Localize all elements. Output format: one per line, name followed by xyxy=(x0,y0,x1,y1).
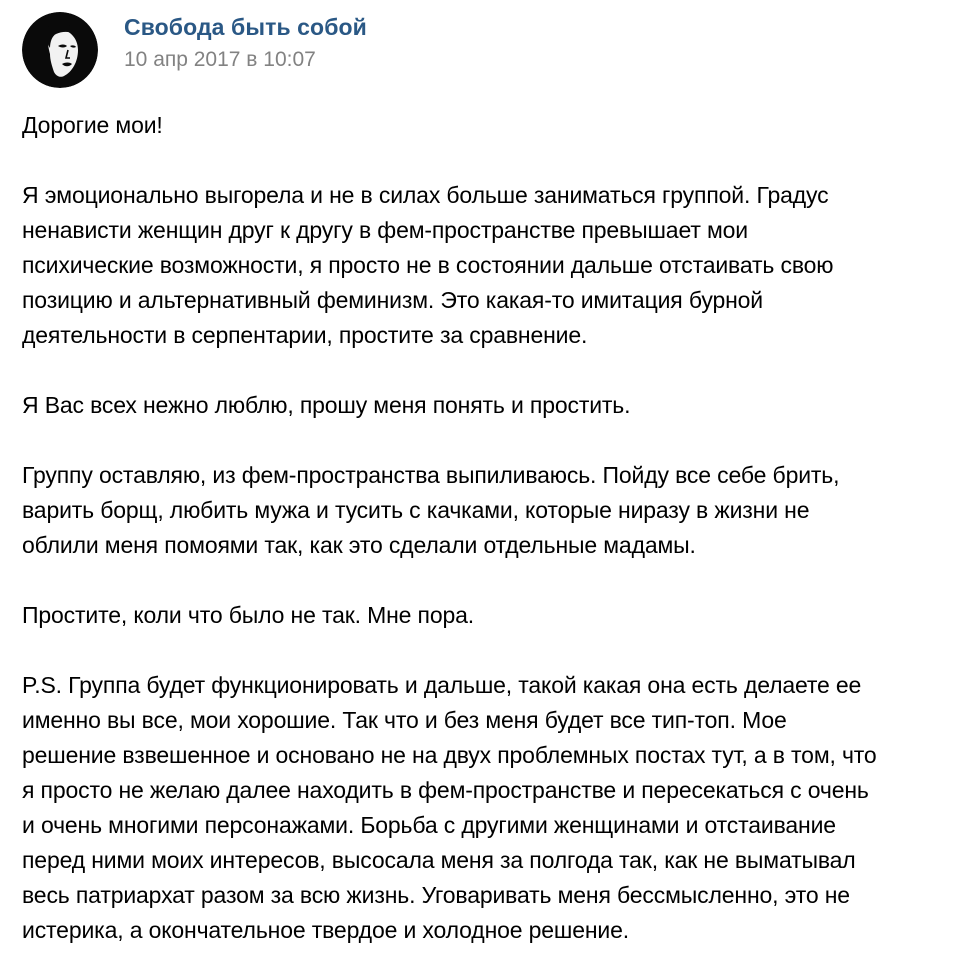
post-date-link[interactable]: 10 апр 2017 в 10:07 xyxy=(124,48,316,71)
post-header xyxy=(22,12,922,88)
post-paragraph: P.S. Группа будет функционировать и дальше, такой какая она есть делаете ее именно вы все, мои хорошие. Так что и без меня будет все тип-топ. Мое решение взвешенное и основано не на двух проблемных постах тут, а в том, что я просто не желаю далее находить в фем-пространстве и пересекаться с очень и очень многими персонажами. Борьба с другими женщинами и отстаивание перед ними моих интересов, высосала меня за полгода так, как не выматывал весь патриархат разом за всю жизнь. Уговаривать меня бессмысленно, это не истерика, а окончательное твердое и холодное решение. xyxy=(22,672,877,943)
group-name-link[interactable]: Свобода быть собой xyxy=(124,14,367,40)
post-paragraph: Дорогие мои! xyxy=(22,112,163,138)
post-paragraph: Группу оставляю, из фем-пространства выпиливаюсь. Пойду все себе брить, варить борщ, любить мужа и тусить с качками, которые ниразу в жизни не облили меня помоями так, как это сделали отдельные мадамы. xyxy=(22,462,840,558)
post-paragraph: Я эмоционально выгорела и не в силах больше заниматься группой. Градус ненависти женщин друг к другу в фем-пространстве превышает мои психические возможности, я просто не в состоянии дальше отстаивать свою позицию и альтернативный феминизм. Это какая-то имитация бурной деятельности в серпентарии, простите за сравнение. xyxy=(22,182,834,348)
group-avatar[interactable] xyxy=(22,12,98,88)
post-paragraph: Я Вас всех нежно люблю, прошу меня понять и простить. xyxy=(22,392,631,418)
post-paragraph: Простите, коли что было не так. Мне пора. xyxy=(22,602,475,628)
face-silhouette-icon xyxy=(22,12,98,88)
post-text xyxy=(22,108,970,948)
